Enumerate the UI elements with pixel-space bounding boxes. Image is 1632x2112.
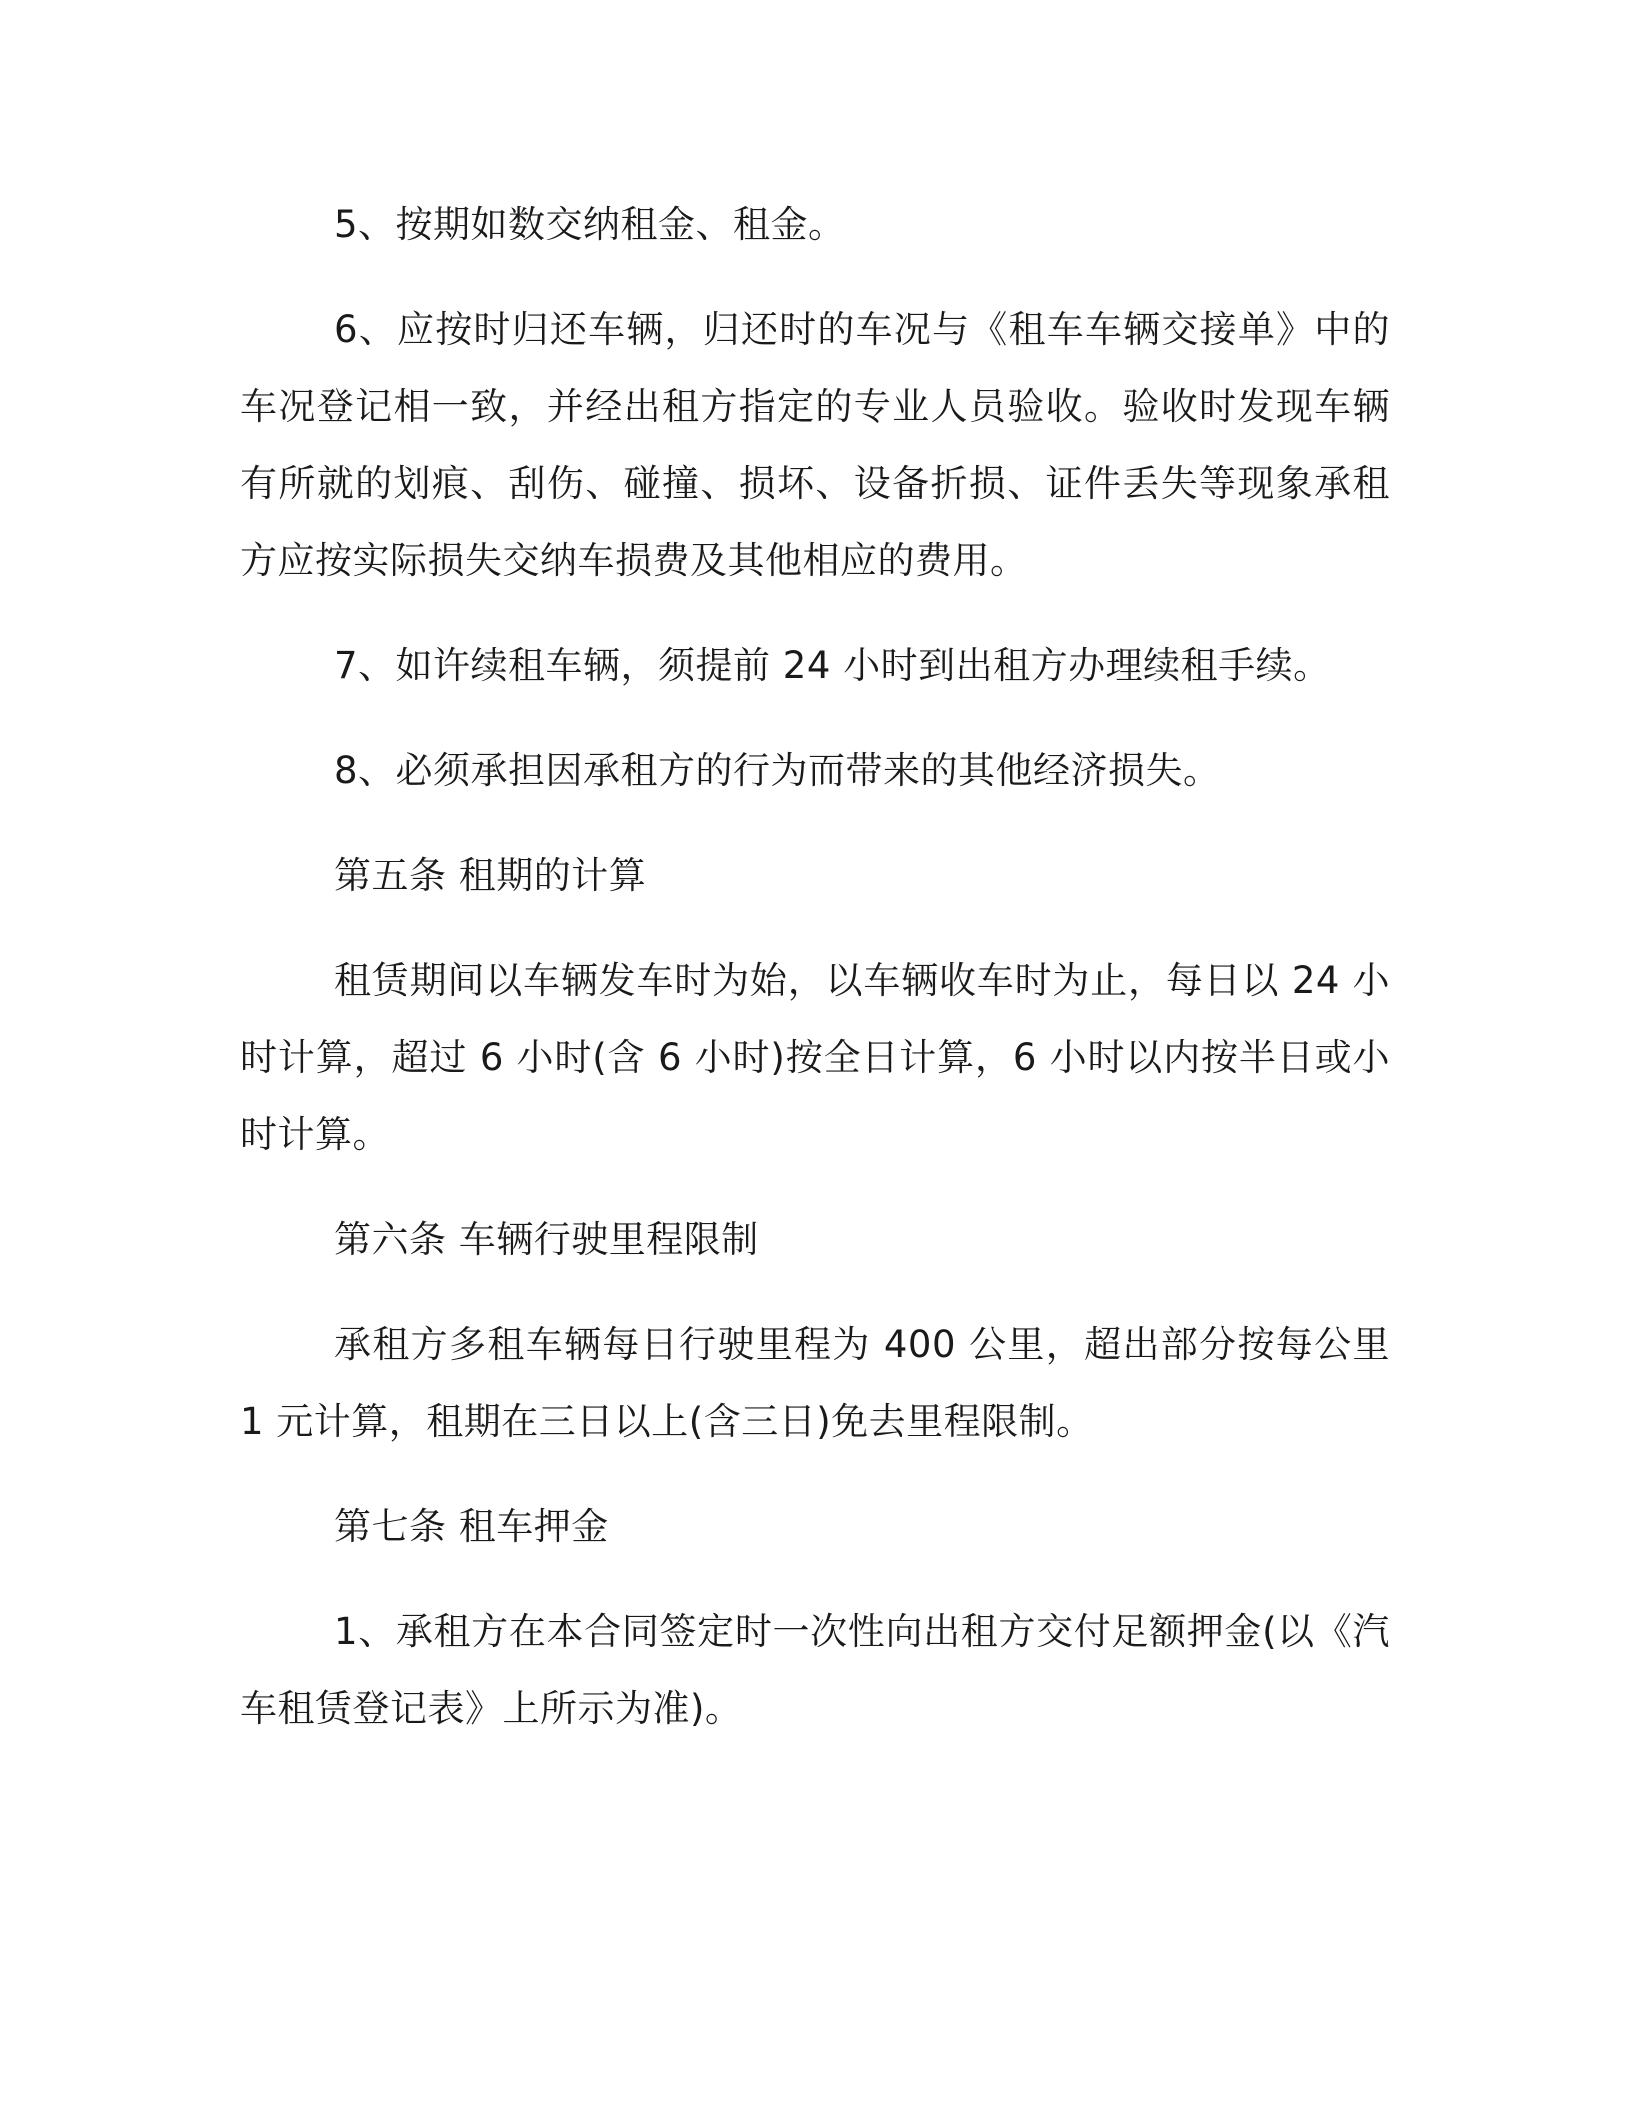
clause-item-6: 6、应按时归还车辆，归还时的车况与《租车车辆交接单》中的车况登记相一致，并经出租方指定的专业人员验收。验收时发现车辆有所就的划痕、刮伤、碰撞、损坏、设备折损、证件丢失等现象承租方应按实际损失交纳车损费及其他相应的费用。 bbox=[240, 308, 1390, 582]
article-7-heading: 第七条 租车押金 bbox=[334, 1505, 609, 1548]
document-body bbox=[240, 186, 1390, 1775]
article-5-body: 租赁期间以车辆发车时为始，以车辆收车时为止，每日以 24 小时计算，超过 6 小时(含 6 小时)按全日计算，6 小时以内按半日或小时计算。 bbox=[240, 959, 1390, 1156]
clause-item-8: 8、必须承担因承租方的行为而带来的其他经济损失。 bbox=[334, 749, 1221, 792]
clause-item-5: 5、按期如数交纳租金、租金。 bbox=[334, 203, 846, 246]
clause-item-7: 7、如许续租车辆，须提前 24 小时到出租方办理续租手续。 bbox=[334, 644, 1331, 687]
article-5-heading: 第五条 租期的计算 bbox=[334, 854, 647, 897]
article-6-heading: 第六条 车辆行驶里程限制 bbox=[334, 1218, 759, 1261]
article-7-item-1: 1、承租方在本合同签定时一次性向出租方交付足额押金(以《汽车租赁登记表》上所示为准)。 bbox=[240, 1610, 1390, 1730]
article-6-body: 承租方多租车辆每日行驶里程为 400 公里，超出部分按每公里 1 元计算，租期在三日以上(含三日)免去里程限制。 bbox=[240, 1323, 1390, 1443]
